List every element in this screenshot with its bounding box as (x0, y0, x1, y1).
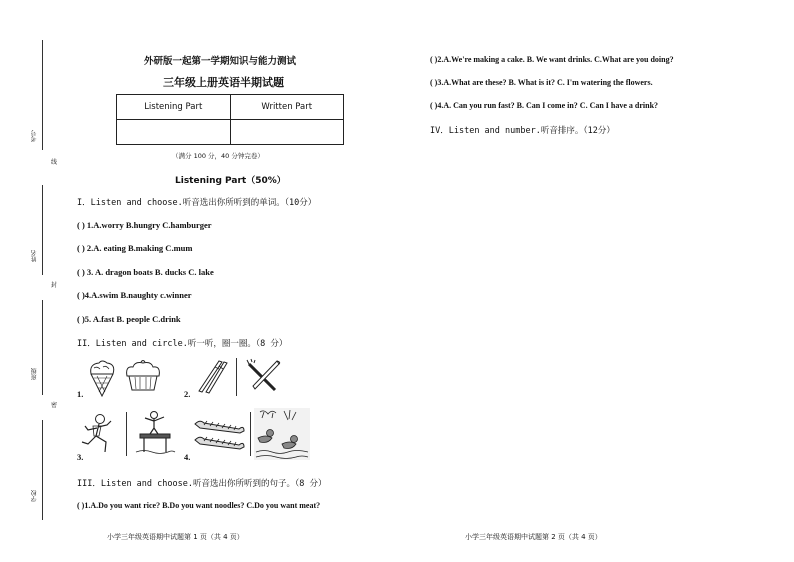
seal-secret-char: 密 (51, 402, 58, 409)
section-4-title: IV．Listen and number.听音排序。（12分） (430, 126, 615, 136)
s2-label-2: 2. (184, 389, 191, 399)
score-header-listening: Listening Part (117, 95, 231, 120)
score-cell-written (230, 120, 344, 145)
label-exam-number: 考号 (31, 130, 38, 142)
s1-question-3: ( ) 3. A. dragon boats B. ducks C. lake (77, 267, 214, 277)
label-class: 班级 (31, 368, 38, 380)
margin-line (42, 40, 43, 150)
exam-title: 三年级上册英语半期试题 (163, 76, 284, 89)
s2-label-1: 1. (77, 389, 84, 399)
seal-line-char: 线 (51, 159, 58, 166)
diving-board-picture (134, 410, 176, 456)
score-table (116, 94, 344, 145)
exam-series-title: 外研版一起第一学期知识与能力测试 (144, 56, 297, 67)
picture-divider (126, 412, 127, 456)
section-3-title: III．Listen and choose.听音选出你所听到的句子。（8 分） (77, 479, 327, 489)
footer-page-2: 小学三年级英语期中试题第 2 页（共 4 页） (465, 533, 602, 541)
seal-seal-char: 封 (51, 282, 58, 289)
picture-divider (250, 412, 251, 456)
s1-question-1: ( ) 1.A.worry B.hungry C.hamburger (77, 220, 212, 230)
ducks-on-lake-picture (254, 408, 310, 460)
label-school: 学校 (31, 490, 38, 502)
s3-question-2: ( )2.A.We're making a cake. B. We want drinks. C.What are you doing? (430, 55, 674, 64)
ice-cream-picture (85, 358, 119, 398)
margin-line (42, 420, 43, 520)
running-boy-picture (80, 412, 116, 456)
s3-question-3: ( )3.A.What are these? B. What is it? C. I'm watering the flowers. (430, 78, 653, 87)
footer-page-1: 小学三年级英语期中试题第 1 页（共 4 页） (107, 533, 244, 541)
s3-question-4: ( )4.A. Can you run fast? B. Can I come in? C. Can I have a drink? (430, 101, 659, 110)
picture-divider (236, 358, 237, 396)
s1-question-5: ( )5. A.fast B. people C.drink (77, 314, 181, 324)
s2-label-4: 4. (184, 452, 191, 462)
score-cell-listening (117, 120, 231, 145)
margin-line (42, 300, 43, 395)
section-2-title: II．Listen and circle.听一听，圈一圈。（8 分） (77, 339, 288, 349)
s1-question-4: ( )4.A.swim B.naughty c.winner (77, 290, 192, 300)
fork-and-knife-picture (245, 358, 281, 394)
score-header-written: Written Part (230, 95, 344, 120)
exam-note: （满分 100 分，40 分钟完卷） (172, 152, 264, 160)
s2-label-3: 3. (77, 452, 84, 462)
margin-line (42, 185, 43, 275)
listening-part-title: Listening Part（50%） (175, 176, 286, 186)
dragon-boats-picture (192, 414, 246, 454)
cake-picture (123, 360, 163, 392)
label-name: 姓名 (31, 250, 38, 262)
s3-question-1: ( )1.A.Do you want rice? B.Do you want noodles? C.Do you want meat? (77, 501, 321, 510)
chopsticks-picture (193, 358, 231, 394)
s1-question-2: ( ) 2.A. eating B.making C.mum (77, 243, 193, 253)
section-1-title: I．Listen and choose.听音选出你所听到的单词。（10分） (77, 198, 317, 208)
